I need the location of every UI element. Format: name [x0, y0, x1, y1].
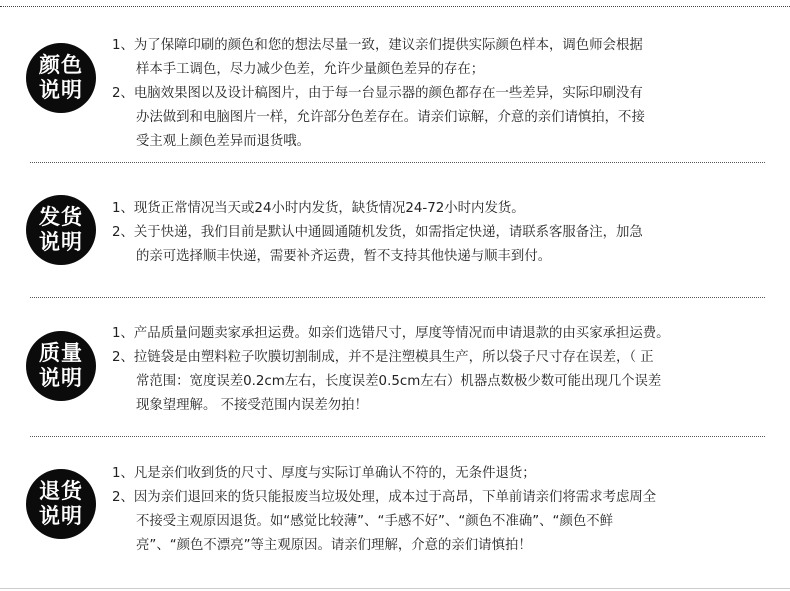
badge-text-line-1: 发货 [39, 205, 83, 229]
quality-note-badge [26, 331, 96, 401]
note-line: 1、凡是亲们收到货的尺寸、厚度与实际订单确认不符的，无条件退货； [112, 466, 536, 481]
return-note-badge [26, 469, 96, 539]
note-line: 1、现货正常情况当天或24小时内发货，缺货情况24-72小时内发货。 [112, 201, 525, 216]
note-line: 不接受主观原因退货。如“感觉比较薄”、“手感不好”、“颜色不准确”、“颜色不鲜 [136, 514, 614, 529]
note-line: 办法做到和电脑图片一样，允许部分色差存在。请亲们谅解，介意的亲们请慎拍，不接 [136, 110, 645, 125]
note-line: 受主观上颜色差异而退货哦。 [136, 134, 311, 149]
badge-text-line-2: 说明 [39, 230, 83, 254]
note-line: 2、关于快递，我们目前是默认中通圆通随机发货，如需指定快递，请联系客服备注，加急 [112, 225, 643, 240]
note-line: 现象望理解。 不接受范围内误差勿拍！ [136, 398, 368, 413]
note-line: 样本手工调色，尽力减少色差，允许少量颜色差异的存在； [136, 62, 485, 77]
note-line: 的亲可选择顺丰快递，需要补齐运费，暂不支持其他快递与顺丰到付。 [136, 249, 552, 264]
badge-text-line-2: 说明 [39, 504, 83, 528]
shipping-note-text [112, 197, 776, 269]
color-note-text [112, 34, 776, 154]
badge-text-line-2: 说明 [39, 78, 83, 102]
section-divider [30, 297, 765, 298]
note-line: 常范围：宽度误差0.2cm左右，长度误差0.5cm左右）机器点数极少数可能出现几个误差 [136, 374, 662, 389]
badge-text-line-1: 退货 [39, 479, 83, 503]
section-divider [30, 436, 765, 437]
badge-text-line-1: 颜色 [39, 53, 83, 77]
bottom-divider [0, 588, 790, 589]
note-line: 亮”、“颜色不漂亮”等主观原因。请亲们理解，介意的亲们请慎拍！ [136, 538, 532, 553]
badge-text-line-2: 说明 [39, 366, 83, 390]
return-note-text [112, 462, 776, 558]
note-line: 2、拉链袋是由塑料粒子吹膜切割制成，并不是注塑模具生产，所以袋子尺寸存在误差，（ 正 [112, 350, 654, 365]
shipping-note-badge [26, 195, 96, 265]
color-note-badge [26, 43, 96, 113]
note-line: 1、为了保障印刷的颜色和您的想法尽量一致，建议亲们提供实际颜色样本，调色师会根据 [112, 38, 643, 53]
note-line: 2、因为亲们退回来的货只能报废当垃圾处理，成本过于高昂，下单前请亲们将需求考虑周全 [112, 490, 657, 505]
note-line: 1、产品质量问题卖家承担运费。如亲们选错尺寸，厚度等情况而申请退款的由买家承担运费。 [112, 326, 670, 341]
top-divider [0, 6, 790, 7]
section-divider [30, 162, 765, 163]
note-line: 2、电脑效果图以及设计稿图片，由于每一台显示器的颜色都存在一些差异，实际印刷没有 [112, 86, 643, 101]
badge-text-line-1: 质量 [39, 341, 83, 365]
quality-note-text [112, 322, 776, 418]
